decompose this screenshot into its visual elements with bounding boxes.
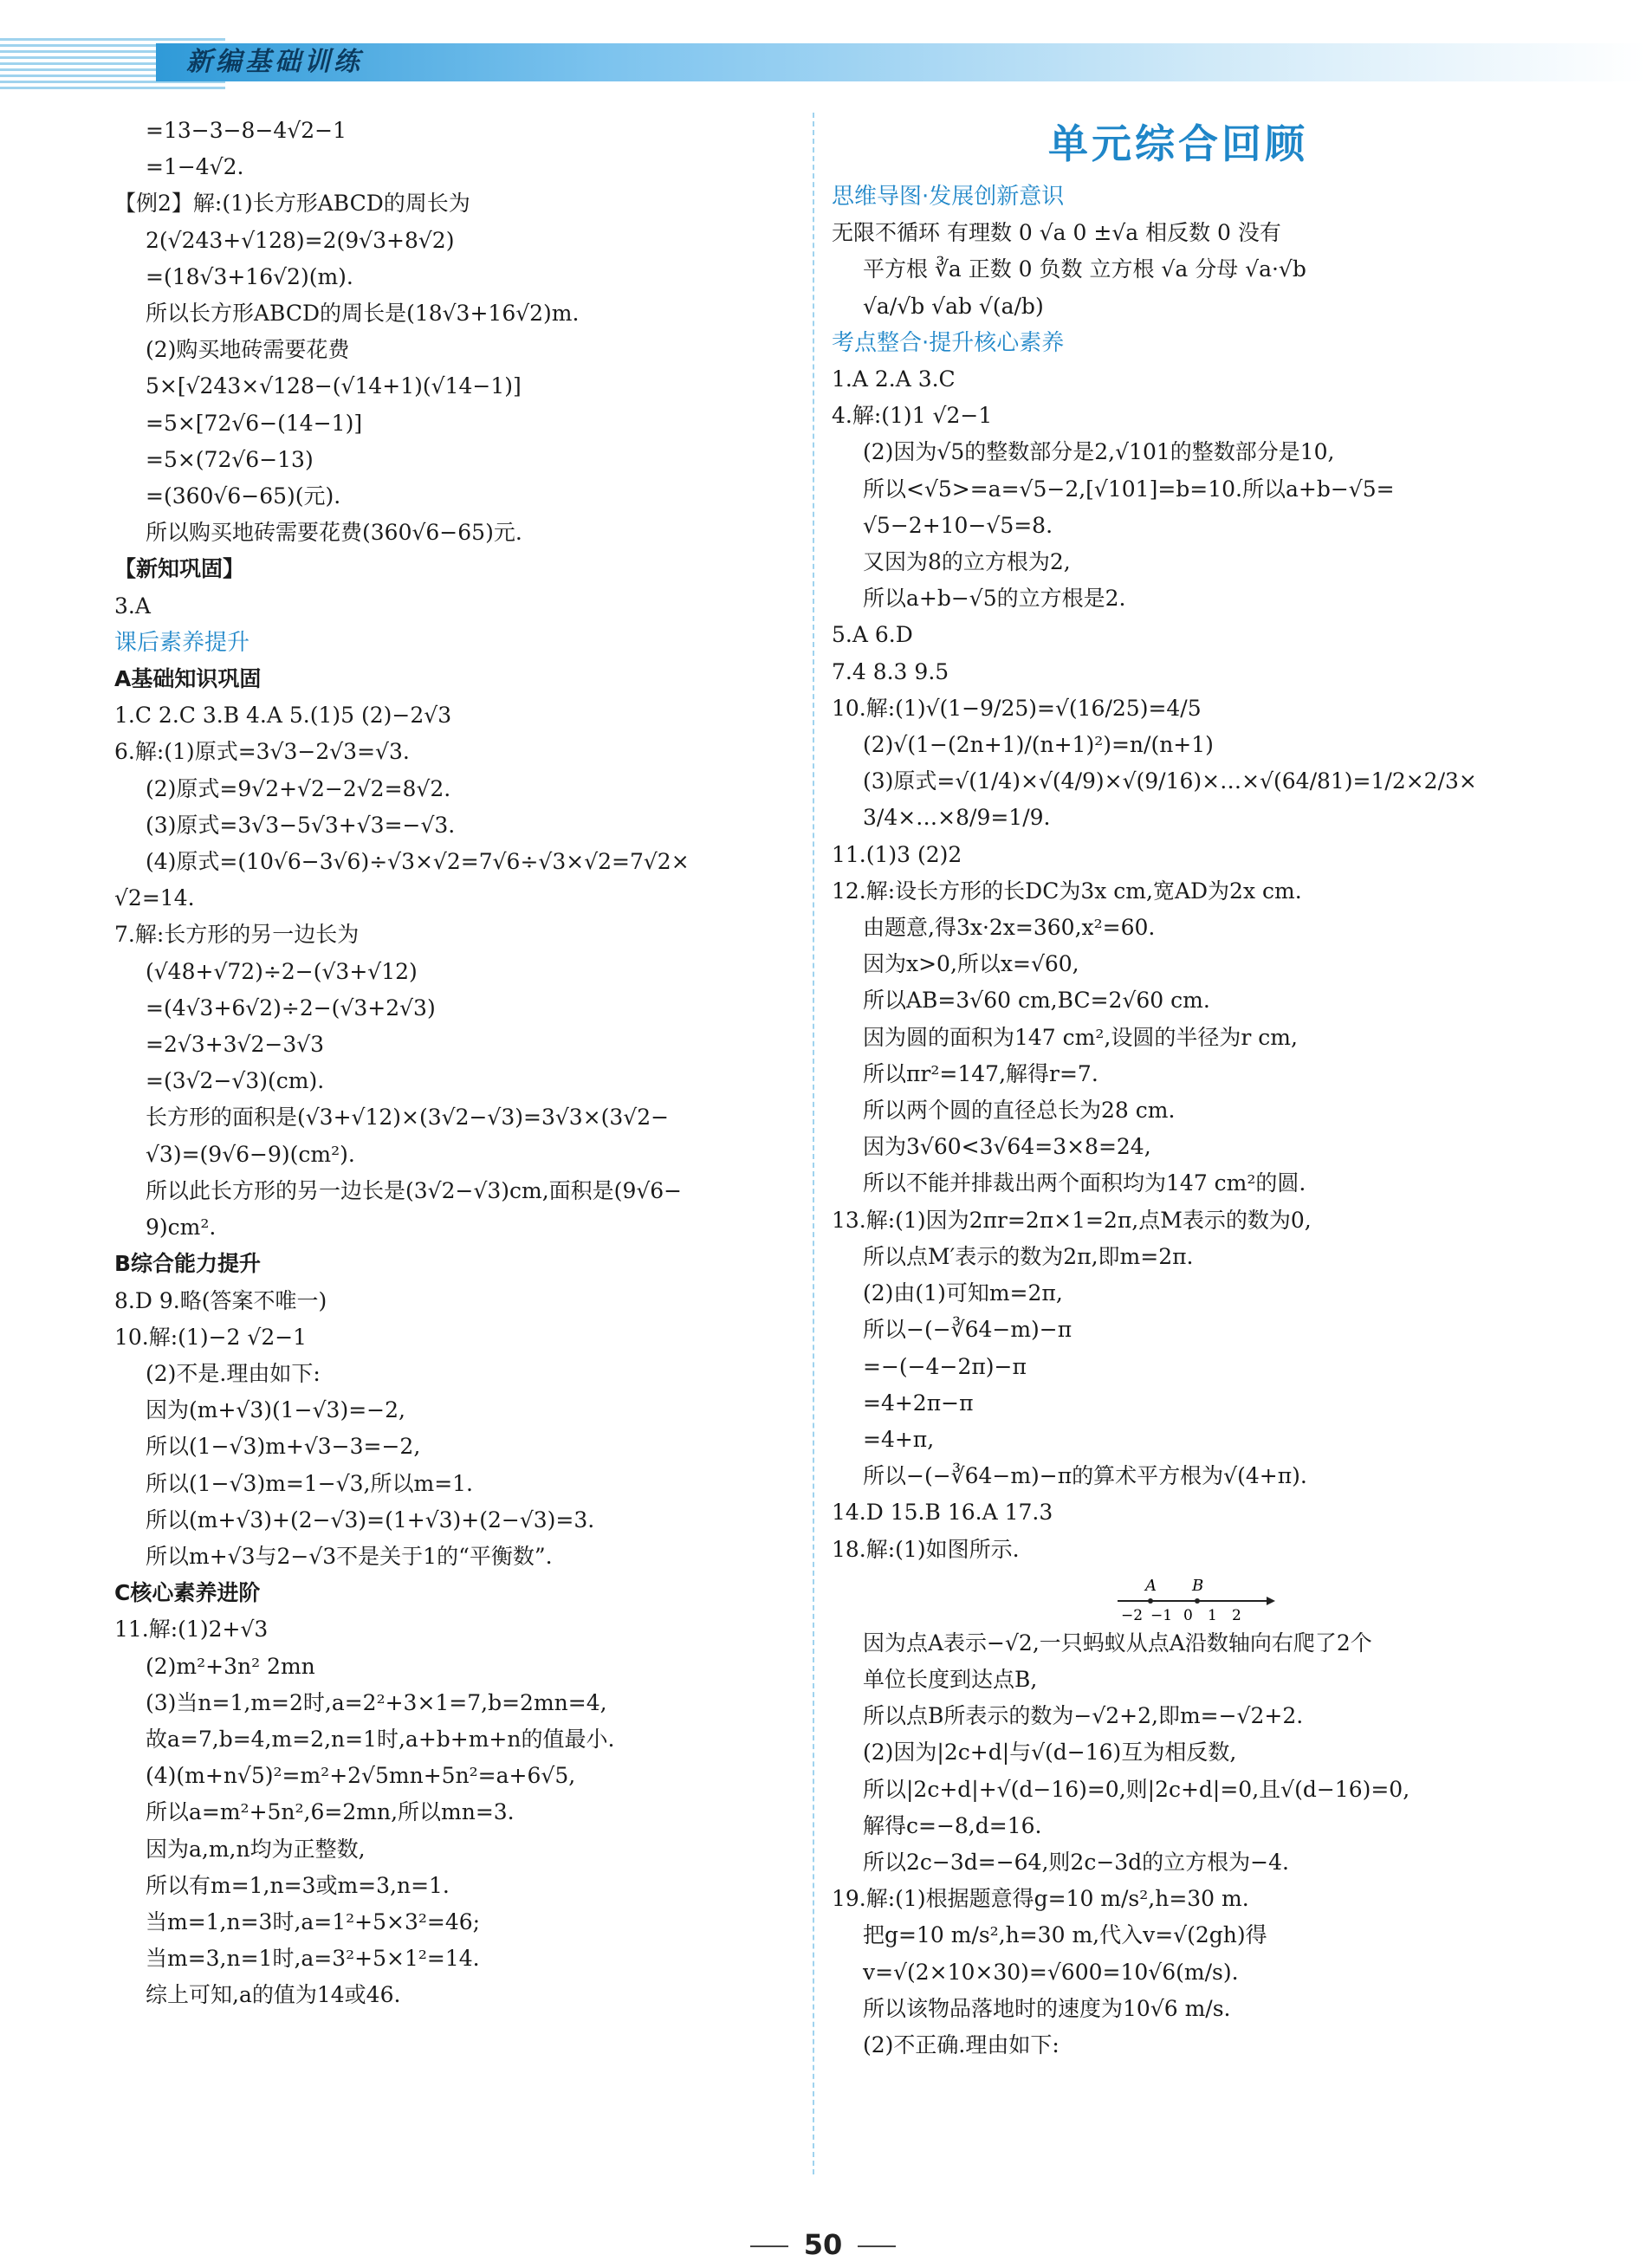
section-heading-mindmap: 思维导图·发展创新意识 [832, 184, 1065, 210]
section-heading-c: C核心素养进阶 [114, 1580, 261, 1606]
text-line: =5×(72√6−13) [146, 446, 314, 472]
answer-line: 18.解:(1)如图所示. [832, 1536, 1020, 1562]
text-line: 当m=3,n=1时,a=3²+5×1²=14. [146, 1946, 480, 1972]
text-line: 所以(1−√3)m+√3−3=−2, [146, 1434, 421, 1460]
text-line: 所以AB=3√60 cm,BC=2√60 cm. [863, 988, 1210, 1014]
point-b-label: B [1192, 1576, 1204, 1595]
text-line: 因为(m+√3)(1−√3)=−2, [146, 1397, 405, 1423]
text-line: √a/√b √ab √(a/b) [863, 293, 1044, 319]
tick-label: 2 [1232, 1606, 1241, 1624]
text-line: 所以a+b−√5的立方根是2. [863, 586, 1126, 612]
text-line: 单位长度到达点B, [863, 1666, 1038, 1692]
number-line-arrow [1267, 1597, 1275, 1605]
text-line: =2√3+3√2−3√3 [146, 1032, 325, 1058]
text-line: 因为点A表示−√2,一只蚂蚁从点A沿数轴向右爬了2个 [863, 1630, 1372, 1656]
text-line: 无限不循环 有理数 0 √a 0 ±√a 相反数 0 没有 [832, 220, 1281, 246]
text-line: =(360√6−65)(元). [146, 483, 341, 509]
text-line: =13−3−8−4√2−1 [146, 118, 347, 143]
text-line: 所以−(−∛64−m)−π的算术平方根为√(4+π). [863, 1463, 1307, 1489]
answer-line: 7.解:长方形的另一边长为 [114, 922, 360, 948]
text-line: (2)原式=9√2+√2−2√2=8√2. [146, 775, 451, 801]
text-line: 2(√243+√128)=2(9√3+8√2) [146, 227, 455, 253]
text-line: 所以点B所表示的数为−√2+2,即m=−√2+2. [863, 1703, 1304, 1729]
answer-line: 3.A [114, 593, 151, 619]
text-line: 解得c=−8,d=16. [863, 1812, 1042, 1838]
answer-line: 5.A 6.D [832, 622, 913, 648]
text-line: 所以(1−√3)m=1−√3,所以m=1. [146, 1470, 473, 1496]
text-line: 所以−(−∛64−m)−π [863, 1317, 1072, 1343]
section-heading-kehou: 课后素养提升 [114, 629, 250, 656]
tick-label: 1 [1208, 1606, 1217, 1624]
text-line: =4+2π−π [863, 1390, 974, 1416]
text-line: 综上可知,a的值为14或46. [146, 1982, 401, 2008]
text-line: 所以2c−3d=−64,则2c−3d的立方根为−4. [863, 1849, 1289, 1875]
text-line: 因为3√60<3√64=3×8=24, [863, 1134, 1151, 1160]
number-line-svg [1109, 1568, 1282, 1625]
footer-dash-right [858, 2245, 896, 2247]
tick-label: −2 [1121, 1606, 1144, 1624]
point-a-label: A [1145, 1576, 1157, 1595]
text-line: v=√(2×10×30)=√600=10√6(m/s). [863, 1959, 1239, 1985]
page-footer [0, 2228, 1646, 2261]
text-line: (3)当n=1,m=2时,a=2²+3×1=7,b=2mn=4, [146, 1689, 607, 1715]
answer-line: 19.解:(1)根据题意得g=10 m/s²,h=30 m. [832, 1886, 1249, 1912]
text-line: 因为x>0,所以x=√60, [863, 951, 1079, 977]
text-line: 所以点M′表示的数为2π,即m=2π. [863, 1243, 1194, 1269]
header-title: 新编基础训练 [186, 47, 363, 77]
text-line: =4+π, [863, 1426, 935, 1452]
text-line: (2)不正确.理由如下: [863, 2031, 1060, 2057]
text-line: √2=14. [114, 885, 195, 911]
answer-line: 6.解:(1)原式=3√3−2√3=√3. [114, 739, 410, 765]
text-line: (2)√(1−(2n+1)/(n+1)²)=n/(n+1) [863, 732, 1214, 758]
answer-line: 10.解:(1)−2 √2−1 [114, 1324, 308, 1350]
text-line: √3)=(9√6−9)(cm²). [146, 1141, 355, 1167]
right-column [832, 113, 1525, 2064]
text-line: 5×[√243×√128−(√14+1)(√14−1)] [146, 373, 522, 399]
text-line: (2)因为|2c+d|与√(d−16)互为相反数, [863, 1740, 1237, 1766]
text-line: 所以此长方形的另一边长是(3√2−√3)cm,面积是(9√6− [146, 1177, 683, 1203]
text-line: 所以两个圆的直径总长为28 cm. [863, 1098, 1176, 1124]
text-line: =5×[72√6−(14−1)] [146, 410, 363, 436]
tick-label: 0 [1183, 1606, 1193, 1624]
text-line: 所以有m=1,n=3或m=3,n=1. [146, 1872, 450, 1898]
text-line: 所以长方形ABCD的周长是(18√3+16√2)m. [146, 301, 580, 327]
text-line: (4)原式=(10√6−3√6)÷√3×√2=7√6÷√3×√2=7√2× [146, 849, 690, 875]
text-line: (3)原式=√(1/4)×√(4/9)×√(9/16)×…×√(64/81)=1/2×2/3× [863, 768, 1477, 794]
answer-line: 1.A 2.A 3.C [832, 366, 956, 392]
section-heading-a: A基础知识巩固 [114, 666, 262, 692]
text-line: 所以πr²=147,解得r=7. [863, 1060, 1098, 1086]
answer-line: 12.解:设长方形的长DC为3x cm,宽AD为2x cm. [832, 878, 1302, 904]
text-line: =−(−4−2π)−π [863, 1353, 1027, 1379]
section-heading-kaodian: 考点整合·提升核心素养 [832, 329, 1065, 356]
text-line: 3/4×…×8/9=1/9. [863, 805, 1051, 831]
text-line: =(18√3+16√2)(m). [146, 263, 353, 289]
text-line: 所以|2c+d|+√(d−16)=0,则|2c+d|=0,且√(d−16)=0, [863, 1776, 1410, 1802]
point-a-dot [1148, 1598, 1153, 1604]
text-line: (3)原式=3√3−5√3+√3=−√3. [146, 812, 456, 838]
text-line: (2)由(1)可知m=2π, [863, 1280, 1063, 1306]
text-line: 长方形的面积是(√3+√12)×(3√2−√3)=3√3×(3√2− [146, 1105, 670, 1131]
text-line: 又因为8的立方根为2, [863, 549, 1071, 575]
text-line: (4)(m+n√5)²=m²+2√5mn+5n²=a+6√5, [146, 1763, 576, 1789]
page-number: 50 [803, 2228, 843, 2261]
left-column [114, 113, 833, 2014]
text-line: 故a=7,b=4,m=2,n=1时,a+b+m+n的值最小. [146, 1726, 615, 1752]
answer-line: 4.解:(1)1 √2−1 [832, 403, 993, 429]
text-line: 由题意,得3x·2x=360,x²=60. [863, 915, 1156, 941]
number-line-figure [832, 1568, 1525, 1625]
answer-line: 10.解:(1)√(1−9/25)=√(16/25)=4/5 [832, 695, 1202, 721]
answer-line: 8.D 9.略(答案不唯一) [114, 1287, 327, 1313]
example-2-heading: 【例2】解:(1)长方形ABCD的周长为 [114, 191, 470, 217]
header-bar [156, 43, 1646, 81]
answer-line: 11.解:(1)2+√3 [114, 1617, 269, 1643]
text-line: 所以该物品落地时的速度为10√6 m/s. [863, 1995, 1231, 2021]
tick-label: −1 [1150, 1606, 1173, 1624]
text-line: 当m=1,n=3时,a=1²+5×3²=46; [146, 1908, 481, 1934]
text-line: √5−2+10−√5=8. [863, 512, 1053, 538]
text-line: =(4√3+6√2)÷2−(√3+2√3) [146, 995, 436, 1021]
text-line: (2)m²+3n² 2mn [146, 1653, 315, 1679]
text-line: 所以不能并排裁出两个面积均为147 cm²的圆. [863, 1170, 1306, 1196]
text-line: (√48+√72)÷2−(√3+√12) [146, 958, 418, 984]
answer-line: 14.D 15.B 16.A 17.3 [832, 1500, 1053, 1526]
text-line: 因为a,m,n均为正整数, [146, 1836, 366, 1862]
footer-dash-left [750, 2245, 788, 2247]
text-line: 平方根 ∛a 正数 0 负数 立方根 √a 分母 √a·√b [863, 256, 1306, 282]
section-heading-xinzhi: 【新知巩固】 [114, 556, 245, 582]
text-line: (2)因为√5的整数部分是2,√101的整数部分是10, [863, 439, 1335, 465]
text-line: (2)购买地砖需要花费 [146, 337, 350, 363]
page-header [0, 0, 1646, 95]
unit-review-title: 单元综合回顾 [1048, 120, 1308, 167]
answer-line: 13.解:(1)因为2πr=2π×1=2π,点M表示的数为0, [832, 1207, 1312, 1233]
text-line: 所以购买地砖需要花费(360√6−65)元. [146, 520, 522, 546]
text-line: =(3√2−√3)(cm). [146, 1068, 325, 1094]
text-line: =1−4√2. [146, 154, 244, 180]
answer-line: 1.C 2.C 3.B 4.A 5.(1)5 (2)−2√3 [114, 703, 452, 729]
text-line: 所以<√5>=a=√5−2,[√101]=b=10.所以a+b−√5= [863, 476, 1395, 502]
text-line: 所以m+√3与2−√3不是关于1的“平衡数”. [146, 1543, 553, 1569]
answer-line: 11.(1)3 (2)2 [832, 841, 962, 867]
text-line: 因为圆的面积为147 cm²,设圆的半径为r cm, [863, 1024, 1298, 1050]
point-b-dot [1195, 1598, 1200, 1604]
answer-line: 7.4 8.3 9.5 [832, 658, 949, 684]
text-line: 所以a=m²+5n²,6=2mn,所以mn=3. [146, 1799, 515, 1825]
section-heading-b: B综合能力提升 [114, 1251, 262, 1277]
text-line: 所以(m+√3)+(2−√3)=(1+√3)+(2−√3)=3. [146, 1507, 595, 1533]
text-line: 9)cm². [146, 1215, 217, 1241]
text-line: (2)不是.理由如下: [146, 1360, 321, 1386]
text-line: 把g=10 m/s²,h=30 m,代入v=√(2gh)得 [863, 1922, 1267, 1948]
